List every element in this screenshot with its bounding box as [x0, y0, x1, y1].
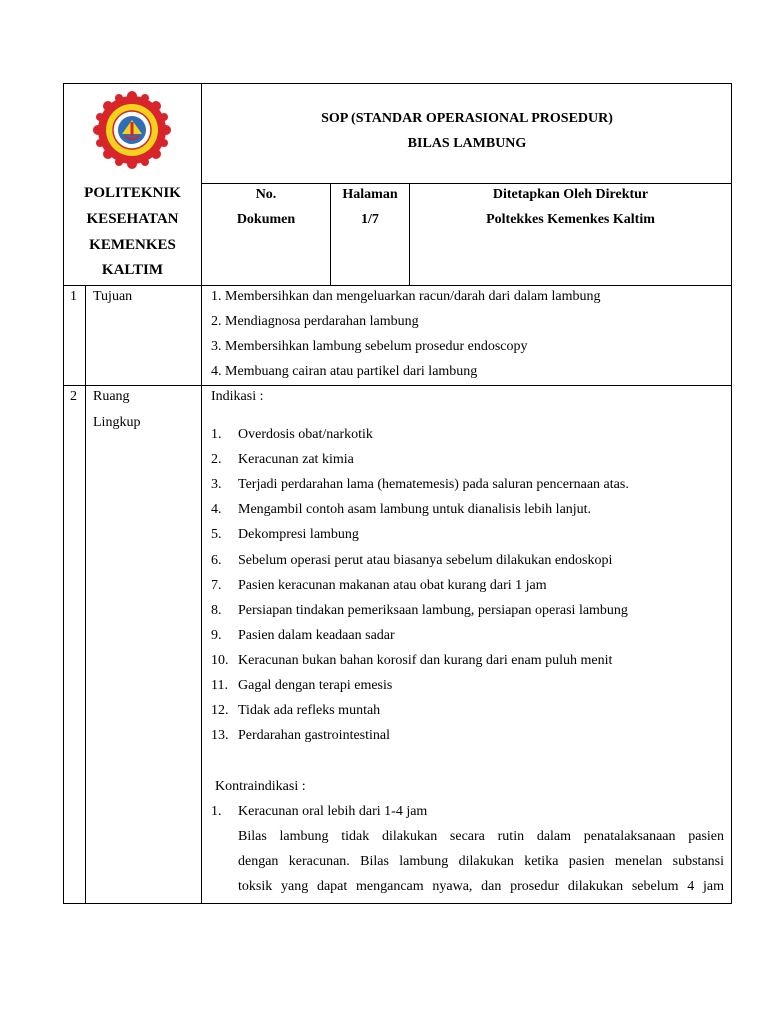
indikasi-item: Perdarahan gastrointestinal: [238, 728, 391, 743]
indikasi-number: 9.: [211, 628, 222, 643]
indikasi-item: Keracunan zat kimia: [238, 452, 354, 467]
indikasi-number: 2.: [211, 452, 222, 467]
section-number: 2: [70, 389, 77, 404]
indikasi-number: 5.: [211, 527, 222, 542]
ditetapkan-value: Poltekkes Kemenkes Kaltim: [486, 212, 655, 227]
institution-line: KEMENKES: [89, 237, 176, 253]
header-divider: [201, 183, 732, 184]
section-label: Tujuan: [93, 289, 133, 304]
indikasi-item: Mengambil contoh asam lambung untuk dianalisis lebih lanjut.: [238, 502, 592, 517]
indikasi-item: Tidak ada refleks muntah: [238, 703, 381, 718]
list-item: 4. Membuang cairan atau partikel dari lambung: [211, 364, 478, 379]
institution-line: KESEHATAN: [86, 211, 179, 227]
row-divider-1: [63, 285, 732, 286]
indikasi-item: Overdosis obat/narkotik: [238, 427, 373, 442]
indikasi-heading: Indikasi :: [211, 389, 264, 404]
indikasi-item: Dekompresi lambung: [238, 527, 359, 542]
indikasi-number: 3.: [211, 477, 222, 492]
indikasi-number: 8.: [211, 603, 222, 618]
table-border-top: [63, 83, 732, 84]
indikasi-number: 7.: [211, 578, 222, 593]
list-item: 3. Membersihkan lambung sebelum prosedur endoscopy: [211, 339, 528, 354]
institution-line: POLITEKNIK: [84, 185, 181, 201]
indikasi-item: Terjadi perdarahan lama (hematemesis) pada saluran pencernaan atas.: [238, 477, 629, 492]
table-border-bottom: [63, 903, 732, 904]
section-number: 1: [70, 289, 77, 304]
sop-title: SOP (STANDAR OPERASIONAL PROSEDUR): [321, 111, 613, 126]
halaman-value: 1/7: [361, 212, 379, 227]
kontra-paragraph-line: dengan keracunan. Bilas lambung dilakukan ketika pasien menelan substansi: [238, 854, 724, 869]
indikasi-number: 1.: [211, 427, 222, 442]
indikasi-number: 13.: [211, 728, 229, 743]
indikasi-item: Pasien keracunan makanan atau obat kurang dari 1 jam: [238, 578, 547, 593]
kontra-item-number: 1.: [211, 804, 222, 819]
list-item: 1. Membersihkan dan mengeluarkan racun/darah dari dalam lambung: [211, 289, 601, 304]
indikasi-item: Keracunan bukan bahan korosif dan kurang dari enam puluh menit: [238, 653, 613, 668]
section-label: Ruang: [93, 389, 130, 404]
indikasi-number: 12.: [211, 703, 229, 718]
list-item: 2. Mendiagnosa perdarahan lambung: [211, 314, 419, 329]
indikasi-number: 6.: [211, 553, 222, 568]
indikasi-item: Pasien dalam keadaan sadar: [238, 628, 395, 643]
table-border-right: [731, 83, 732, 904]
no-dokumen-label: No.: [255, 187, 277, 202]
row-divider-2: [63, 385, 732, 386]
kontra-item-title: Keracunan oral lebih dari 1-4 jam: [238, 804, 428, 819]
section-label: Lingkup: [93, 415, 141, 430]
indikasi-item: Sebelum operasi perut atau biasanya sebelum dilakukan endoskopi: [238, 553, 613, 568]
column-divider-main: [201, 83, 202, 904]
institution-logo: [92, 90, 172, 170]
indikasi-number: 11.: [211, 678, 228, 693]
institution-line: KALTIM: [101, 262, 164, 278]
number-col-divider: [85, 285, 86, 904]
indikasi-item: Persiapan tindakan pemeriksaan lambung, persiapan operasi lambung: [238, 603, 628, 618]
halaman-label: Halaman: [342, 187, 398, 202]
no-dokumen-label-2: Dokumen: [236, 212, 296, 227]
indikasi-item: Gagal dengan terapi emesis: [238, 678, 393, 693]
kontra-paragraph-line: toksik yang dapat mengancam nyawa, dan prosedur dilakukan sebelum 4 jam: [238, 879, 724, 894]
indikasi-number: 4.: [211, 502, 222, 517]
ditetapkan-label: Ditetapkan Oleh Direktur: [492, 187, 649, 202]
kontraindikasi-heading: Kontraindikasi :: [215, 779, 306, 794]
table-border-left: [63, 83, 64, 904]
kontra-paragraph-line: Bilas lambung tidak dilakukan secara rutin dalam penatalaksanaan pasien: [238, 829, 724, 844]
sop-subtitle: BILAS LAMBUNG: [407, 136, 527, 151]
indikasi-number: 10.: [211, 653, 229, 668]
